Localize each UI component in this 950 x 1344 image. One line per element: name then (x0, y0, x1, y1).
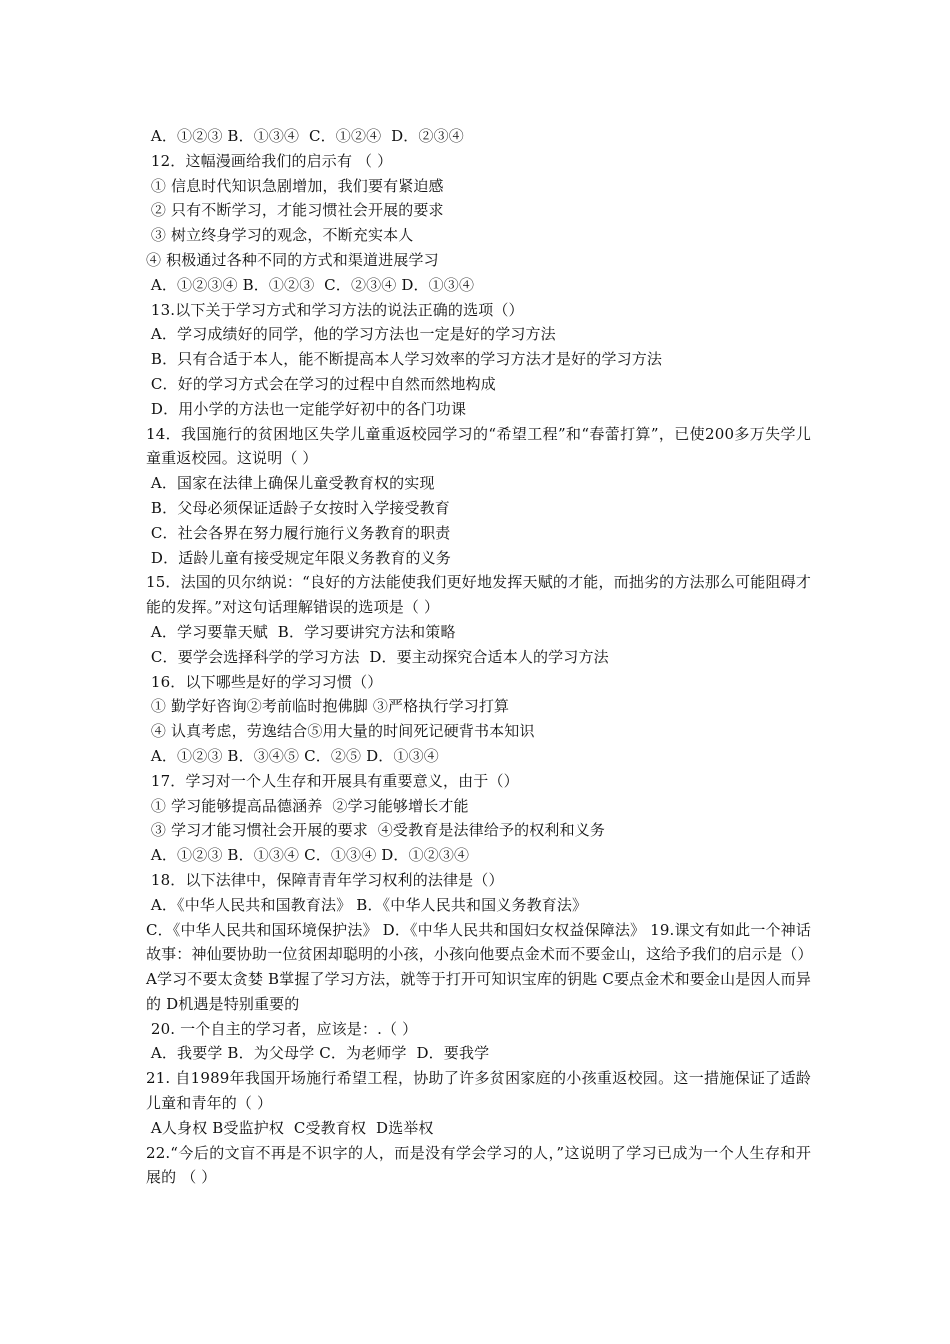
question-21-stem: 21. 自1989年我国开场施行希望工程，协助了许多贫困家庭的小孩重返校园。这一措施保证了适龄儿童和青年的（ ） (146, 1069, 811, 1113)
question-14-option-d: D．适龄儿童有接受规定年限义务教育的义务 (146, 548, 451, 567)
question-13-option-a: A．学习成绩好的同学，他的学习方法也一定是好的学习方法 (146, 325, 556, 344)
question-16-items-2: ④ 认真考虑，劳逸结合⑤用大量的时间死记硬背书本知识 (146, 722, 535, 741)
question-12-item-3: ③ 树立终身学习的观念，不断充实本人 (146, 226, 414, 245)
question-12-options: A．①②③④ B．①②③ C．②③④ D．①③④ (146, 275, 475, 294)
question-16-stem: 16．以下哪些是好的学习习惯（） (146, 672, 383, 691)
document-body (146, 124, 811, 1190)
question-18-options-cd-and-question-19: C．《中华人民共和国环境保护法》 D．《中华人民共和国妇女权益保障法》 19.课文有如此一个神话故事：神仙要协助一位贫困却聪明的小孩，小孩向他要点金术而不要金山，这给予我们的启示是（） (146, 920, 813, 964)
question-14-stem: 14．我国施行的贫困地区失学儿童重返校园学习的“希望工程”和“春蕾打算”，已使200多万失学儿童重返校园。这说明（ ） (146, 424, 811, 468)
question-14-option-b: B．父母必须保证适龄子女按时入学接受教育 (146, 498, 450, 517)
question-12-stem: 12．这幅漫画给我们的启示有 （ ） (146, 151, 393, 170)
question-13-stem: 13.以下关于学习方式和学习方法的说法正确的选项（） (146, 300, 524, 319)
question-16-items-1: ① 勤学好咨询②考前临时抱佛脚 ③严格执行学习打算 (146, 697, 510, 716)
question-19-options: A学习不要太贪婪 B掌握了学习方法，就等于打开可知识宝库的钥匙 C要点金术和要金山是因人而异的 D机遇是特别重要的 (146, 970, 811, 1013)
question-14-option-c: C．社会各界在努力履行施行义务教育的职责 (146, 523, 451, 542)
question-12-item-2: ② 只有不断学习，才能习惯社会开展的要求 (146, 201, 444, 220)
question-13-option-c: C．好的学习方式会在学习的过程中自然而然地构成 (146, 374, 496, 393)
question-20-stem: 20. 一个自主的学习者，应该是：.（ ） (146, 1019, 418, 1038)
question-17-stem: 17．学习对一个人生存和开展具有重要意义，由于（） (146, 771, 519, 790)
question-17-options: A．①②③ B．①③④ C．①③④ D．①②③④ (146, 846, 470, 865)
question-16-options: A．①②③ B．③④⑤ C．②⑤ D．①③④ (146, 746, 439, 765)
question-17-items-1: ① 学习能够提高品德涵养 ②学习能够增长才能 (146, 796, 469, 815)
question-18-options-ab: A．《中华人民共和国教育法》 B．《中华人民共和国义务教育法》 (146, 895, 588, 914)
question-15-options-cd: C．要学会选择科学的学习方法 D．要主动探究合适本人的学习方法 (146, 647, 609, 666)
question-20-options: A．我要学 B．为父母学 C．为老师学 D．要我学 (146, 1044, 490, 1063)
question-15-options-ab: A．学习要靠天赋 B．学习要讲究方法和策略 (146, 622, 456, 641)
question-13-option-d: D．用小学的方法也一定能学好初中的各门功课 (146, 399, 467, 418)
question-14-option-a: A．国家在法律上确保儿童受教育权的实现 (146, 474, 435, 493)
question-12-item-4: ④ 积极通过各种不同的方式和渠道进展学习 (146, 250, 439, 269)
question-12-item-1: ① 信息时代知识急剧增加，我们要有紧迫感 (146, 176, 444, 195)
question-15-stem: 15．法国的贝尔纳说：“良好的方法能使我们更好地发挥天赋的才能，而拙劣的方法那么可能阻碍才能的发挥。”对这句话理解错误的选项是（ ） (146, 573, 811, 617)
question-22-stem: 22.“今后的文盲不再是不识字的人，而是没有学会学习的人，”这说明了学习已成为一个人生存和开展的 （ ） (146, 1143, 811, 1187)
question-18-stem: 18．以下法律中，保障青青年学习权利的法律是（） (146, 870, 504, 889)
answer-options-11: A．①②③ B．①③④ C．①②④ D．②③④ (146, 127, 464, 145)
question-17-items-2: ③ 学习才能习惯社会开展的要求 ④受教育是法律给予的权利和义务 (146, 821, 606, 840)
question-21-options: A人身权 B受监护权 C受教育权 D选举权 (146, 1118, 434, 1137)
question-13-option-b: B．只有合适于本人，能不断提高本人学习效率的学习方法才是好的学习方法 (146, 350, 663, 369)
